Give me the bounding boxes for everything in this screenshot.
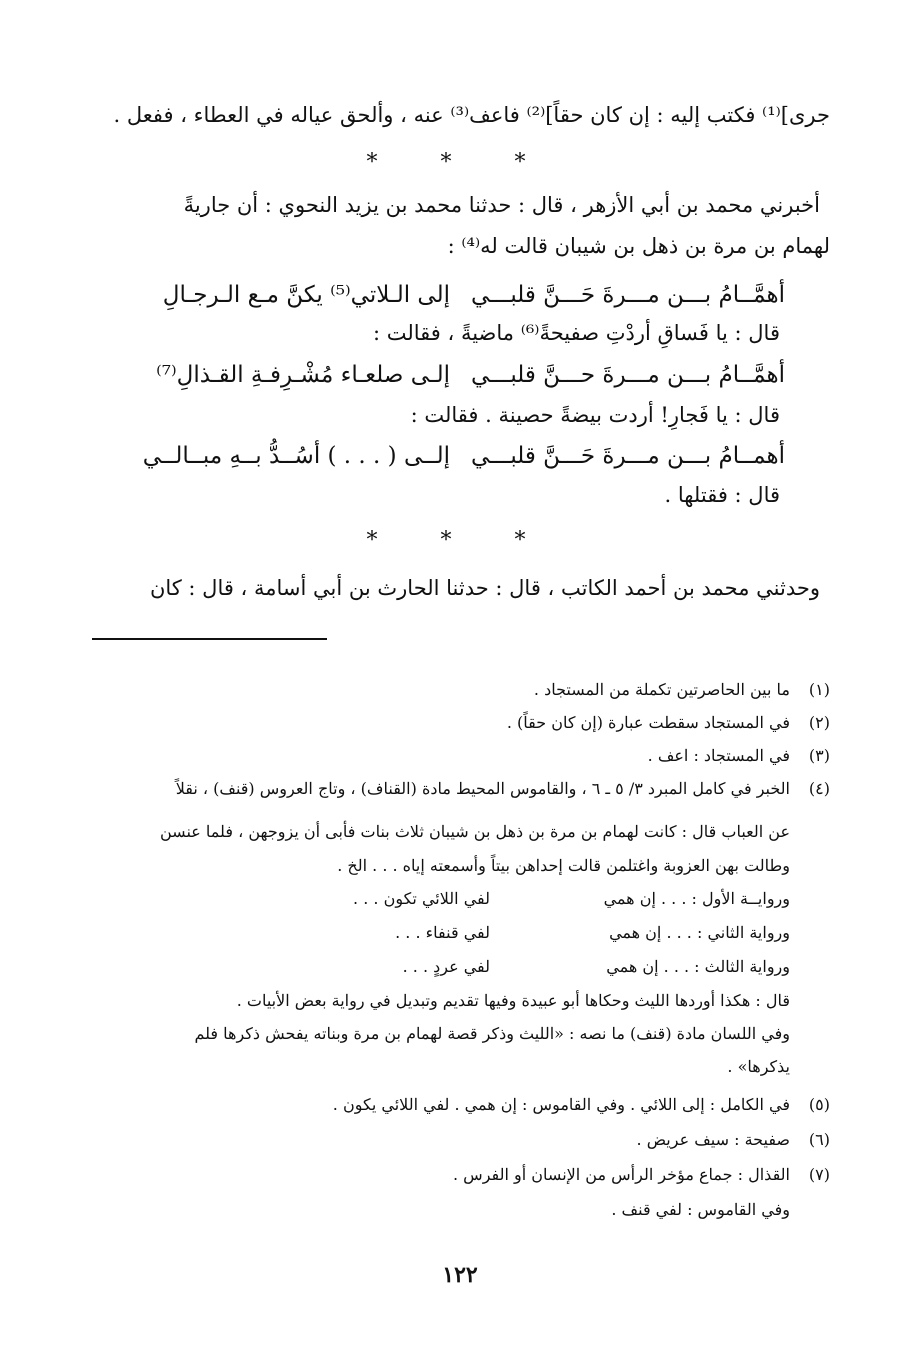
verse-2-ajuz: إلـى صلعـاء مُشْـرِفـةِ القـذالِ⁽⁷⁾ xyxy=(156,362,450,388)
footnote-7-line-2: وفي القاموس : لفي قنف . xyxy=(611,1200,790,1219)
footnote-4-number: (٤) xyxy=(808,779,830,798)
verse-1-sadr: أهمَّــامُ بـــن مـــرةَ حَـــنَّ قلبـــي xyxy=(470,282,785,308)
footnote-4-text: الخبر في كامل المبرد ٣/ ٥ ـ ٦ ، والقاموس المحيط مادة (القناف) ، وتاج العروس (قنف) ، نقلاً xyxy=(175,779,790,798)
text-line-2: أخبرني محمد بن أبي الأزهر ، قال : حدثنا محمد بن يزيد النحوي : أن جاريةً xyxy=(183,193,820,217)
riwaya-2-value: لفي قنفاء . . . xyxy=(395,923,490,942)
footnote-2-text: في المستجاد سقطت عبارة (إن كان حقاً) . xyxy=(506,713,790,732)
verse-2-sadr: أهمَّــامُ بـــن مـــرةَ حـــنَّ قلبـــي xyxy=(470,362,785,388)
footnote-7-text: القذال : جماع مؤخر الرأس من الإنسان أو الفرس . xyxy=(453,1165,790,1184)
text-line-1: جرى]⁽¹⁾ فكتب إليه : إن كان حقاً]⁽²⁾ فاعف⁽³⁾ عنه ، وألحق عياله في العطاء ، ففعل . xyxy=(113,103,830,127)
section-divider-stars-2: * * * xyxy=(366,528,554,553)
footnote-4-line-5: وفي اللسان مادة (قنف) ما نصه : «الليث وذكر قصة لهمام بن مرة وبناته يفحش ذكرها فلم xyxy=(194,1024,790,1043)
verse-3-sadr: أهمــامُ بـــن مـــرةَ حَـــنَّ قلبـــي xyxy=(470,443,785,469)
footnote-6-text: صفيحة : سيف عريض . xyxy=(636,1130,790,1149)
footnote-4-line-2: عن العباب قال : كانت لهمام بن مرة بن ذهل بن شيبان ثلاث بنات فأبى أن يزوجهن ، فلما عنسن xyxy=(160,822,790,841)
text-line-5: قال : يا فَجارِ! أردت بيضةً حصينة . فقالت : xyxy=(410,403,780,427)
riwaya-1-value: لفي اللائي تكون . . . xyxy=(353,889,490,908)
riwaya-3-value: لفي عردٍ . . . xyxy=(402,957,490,976)
footnote-3-text: في المستجاد : اعف . xyxy=(647,746,790,765)
verse-3-ajuz: إلــى ( . . . ) أسُــدُّ بــهِ مبــالــي xyxy=(142,443,450,469)
text-line-7: وحدثني محمد بن أحمد الكاتب ، قال : حدثنا الحارث بن أبي أسامة ، قال : كان xyxy=(149,576,820,600)
footnote-4-line-6: يذكرها» . xyxy=(727,1057,790,1076)
footnote-5-number: (٥) xyxy=(808,1095,830,1114)
section-divider-stars-1: * * * xyxy=(366,150,554,175)
footnote-1-number: (١) xyxy=(808,680,830,699)
page-number: ١٢٢ xyxy=(442,1262,478,1288)
footnote-5-text: في الكامل : إلى اللائي . وفي القاموس : إن همي . لفي اللائي يكون . xyxy=(332,1095,790,1114)
footnote-6-number: (٦) xyxy=(808,1130,830,1149)
footnote-1-text: ما بين الحاصرتين تكملة من المستجاد . xyxy=(533,680,790,699)
riwaya-3-label: ورواية الثالث : . . . إن همي xyxy=(606,957,790,976)
footnote-separator xyxy=(92,638,327,640)
footnote-4-line-3: وطالت بهن العزوبة واغتلمن قالت إحداهن بيتاً وأسمعته إياه . . . الخ . xyxy=(337,856,790,875)
footnote-4-line-4: قال : هكذا أوردها الليث وحكاها أبو عبيدة وفيها تقديم وتبديل في رواية بعض الأبيات . xyxy=(236,991,790,1010)
text-line-3: لهمام بن مرة بن ذهل بن شيبان قالت له⁽⁴⁾ : xyxy=(447,234,830,258)
footnote-3-number: (٣) xyxy=(808,746,830,765)
text-line-4: قال : يا فَساقِ أردْتِ صفيحةً⁽⁶⁾ ماضيةً ، فقالت : xyxy=(372,321,780,345)
footnote-2-number: (٢) xyxy=(808,713,830,732)
verse-1-ajuz: إلى الـلاتي⁽⁵⁾ يكنَّ مـع الـرجـالِ xyxy=(162,282,450,308)
footnote-7-number: (٧) xyxy=(808,1165,830,1184)
riwaya-1-label: وروايــة الأول : . . . إن همي xyxy=(603,889,790,908)
text-line-6: قال : فقتلها . xyxy=(664,483,780,507)
riwaya-2-label: ورواية الثاني : . . . إن همي xyxy=(609,923,790,942)
